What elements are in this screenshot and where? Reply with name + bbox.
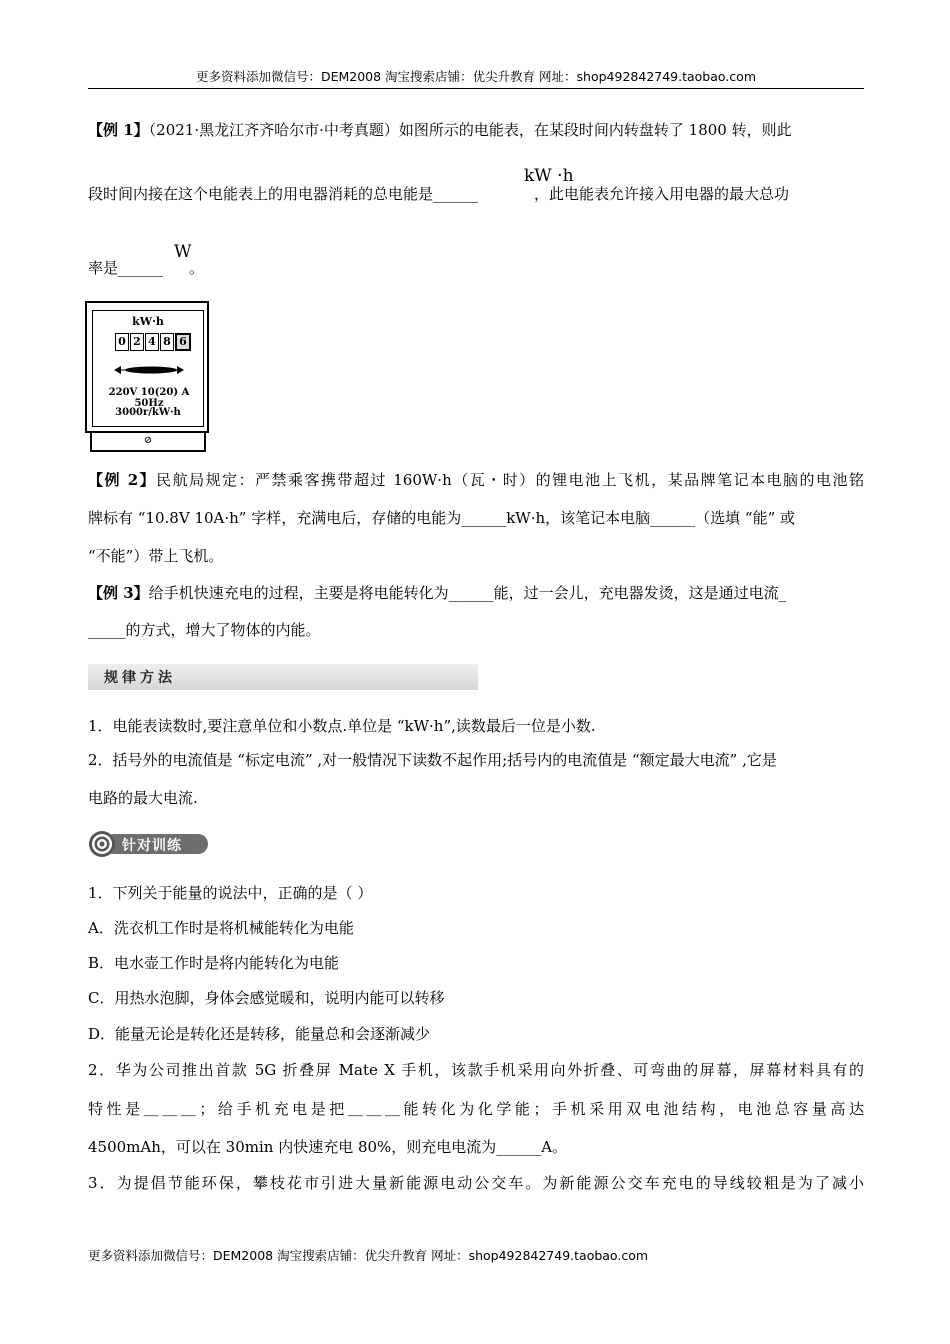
page-footer: 更多资料添加微信号：DEM2008 淘宝搜索店铺：优尖升教育 网址：shop492842749.taobao.com: [88, 1248, 649, 1263]
example-1-line-2b: ，此电能表允许接入用电器的最大总功: [534, 185, 790, 203]
rule-2-line-1: 2．括号外的电流值是 “标定电流” ,对一般情况下读数不起作用;括号内的电流值是 “额定最大电流” ,它是: [88, 751, 777, 769]
answer-unit-w: W: [174, 242, 192, 262]
example-1-line-2a: 段时间内接在这个电能表上的用电器消耗的总电能是______: [88, 185, 479, 203]
meter-rotating-disc-icon: [113, 363, 185, 377]
meter-decimal-digit: 6: [175, 333, 191, 351]
electric-meter-figure: [85, 301, 209, 453]
example-2-tag: 【例 2】: [88, 471, 157, 489]
page-header: 更多资料添加微信号：DEM2008 淘宝搜索店铺：优尖升教育 网址：shop492842749.taobao.com: [88, 68, 864, 89]
section-banner-practice: [88, 830, 208, 858]
answer-unit-kwh: kW ·h: [524, 166, 574, 186]
example-1-line-3a: 率是______: [88, 259, 164, 277]
meter-digit: 2: [130, 333, 144, 351]
example-1-text: （2021·黑龙江齐齐哈尔市·中考真题）如图所示的电能表，在某段时间内转盘转了 1800 转，则此: [148, 121, 792, 139]
question-1-option-b: B．电水壶工作时是将内能转化为电能: [88, 954, 340, 972]
example-1-line-3: [88, 258, 864, 278]
question-1-stem: 1．下列关于能量的说法中，正确的是（ ）: [88, 884, 373, 902]
screw-icon: ⊘: [143, 435, 153, 446]
example-2-line-3: “不能”）带上飞机。: [88, 547, 224, 565]
example-3-line-2: _____的方式，增大了物体的内能。: [88, 621, 321, 639]
example-3-line-1: [88, 583, 864, 603]
rule-1: 1．电能表读数时,要注意单位和小数点.单位是 “kW·h”,读数最后一位是小数.: [88, 717, 596, 735]
meter-digit-window: [115, 333, 192, 351]
section-banner-methods: [88, 664, 478, 690]
question-2-line-3: 4500mAh，可以在 30min 内快速充电 80%，则充电电流为______A。: [88, 1138, 568, 1156]
example-2-line-1: [88, 470, 864, 490]
meter-digit: 0: [115, 333, 129, 351]
section-title-practice: 针对训练: [122, 838, 182, 854]
question-1-option-a: A．洗衣机工作时是将机械能转化为电能: [88, 919, 354, 937]
example-3-tag: 【例 3】: [88, 584, 149, 602]
example-1-tag: 【例 1】: [88, 121, 149, 139]
example-3-text: 给手机快速充电的过程，主要是将电能转化为______能，过一会儿，充电器发烫，这是通过电流_: [148, 584, 787, 602]
section-title-methods: 规律方法: [104, 670, 176, 686]
question-1-option-d: D．能量无论是转化还是转移，能量总和会逐渐减少: [88, 1025, 431, 1043]
meter-unit-label: kW·h: [132, 315, 164, 328]
example-2-line-2: 牌标有 “10.8V 10A·h” 字样，充满电后，存储的电能为______kW·h，该笔记本电脑______（选填 “能” 或: [88, 509, 796, 527]
meter-spec-text: 220V 10(20) A 50Hz: [108, 387, 190, 409]
example-2-text: 民航局规定：严禁乘客携带超过 160W·h（瓦・时）的锂电池上飞机，某品牌笔记本电脑的电池铭: [156, 471, 864, 489]
question-1-option-c: C．用热水泡脚，身体会感觉暖和，说明内能可以转移: [88, 989, 445, 1007]
question-2-line-2: 特性是＿＿＿；给手机充电是把＿＿＿能转化为化学能；手机采用双电池结构，电池总容量高达: [88, 1100, 864, 1118]
example-1-line-3b: 。: [189, 259, 205, 277]
question-3-line-1: 3．为提倡节能环保，攀枝花市引进大量新能源电动公交车。为新能源公交车充电的导线较粗是为了减小: [88, 1174, 864, 1192]
target-icon: [88, 830, 116, 858]
meter-digit: 4: [145, 333, 159, 351]
meter-revolution-constant: 3000r/kW·h: [115, 407, 181, 418]
meter-inner-panel: [92, 310, 204, 427]
rule-2-line-2: 电路的最大电流.: [88, 789, 198, 807]
example-1-line-1: [88, 120, 864, 140]
meter-base: [90, 431, 206, 452]
example-1-line-2: [88, 184, 864, 204]
meter-outer-frame: [85, 301, 209, 433]
question-2-line-1: 2．华为公司推出首款 5G 折叠屏 Mate X 手机，该款手机采用向外折叠、可弯曲的屏幕，屏幕材料具有的: [88, 1061, 864, 1079]
meter-digit: 8: [160, 333, 174, 351]
